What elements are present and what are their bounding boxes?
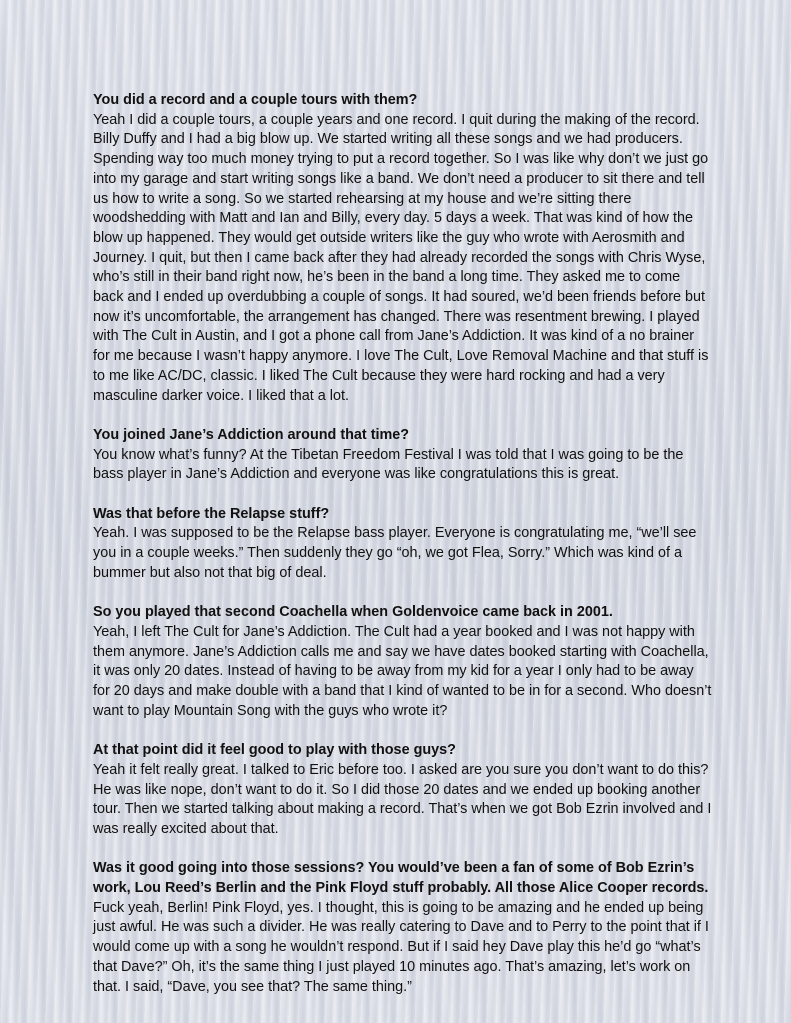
question: You joined Jane’s Addiction around that time?: [93, 426, 410, 443]
answer: Fuck yeah, Berlin! Pink Floyd, yes. I thought, this is going to be amazing and he ended up being just awful. He was such a divider. He was really catering to Dave and to Perry to the point that if I would come up with a song he wouldn’t respond. But if I said hey Dave play this he’d go “what’s that Dave?” Oh, it’s the same thing I just played 10 minutes ago. That’s amazing, let’s work on that. I said, “Dave, you see that? The same thing.”: [93, 899, 709, 995]
qa-block: [93, 741, 713, 840]
answer: Yeah. I was supposed to be the Relapse bass player. Everyone is congratulating me, “we’ll see you in a couple weeks.” Then suddenly they go “oh, we got Flea, Sorry.” Which was kind of a bummer but also not that big of deal.: [93, 525, 697, 581]
answer: Yeah it felt really great. I talked to Eric before too. I asked are you sure you don’t want to do this? He was like nope, don’t want to do it. So I did those 20 dates and we ended up booking another tour. Then we started talking about making a record. That’s when we got Bob Ezrin involved and I was really excited about that.: [93, 761, 712, 837]
question: Was that before the Relapse stuff?: [93, 505, 330, 522]
question: At that point did it feel good to play with those guys?: [93, 742, 456, 759]
answer: Yeah I did a couple tours, a couple years and one record. I quit during the making of the record. Billy Duffy and I had a big blow up. We started writing all these songs and we had producers. Spending way too much money trying to put a record together. So I was like why don’t we just go into my garage and start writing songs like a band. We don’t need a producer to sit there and tell us how to write a song. So we started rehearsing at my house and we’re sitting there woodshedding with Matt and Ian and Billy, every day. 5 days a week. That was kind of how the blow up happened. They would get outside writers like the guy who wrote with Aerosmith and Journey. I quit, but then I came back after they had already recorded the songs with Chris Wyse, who’s still in their band right now, he’s been in the band a long time. They asked me to come back and I ended up overdubbing a couple of songs. It had soured, we’d been friends before but now it’s uncomfortable, the arrangement has changed. There was resentment brewing. I played with The Cult in Austin, and I got a phone call from Jane’s Addiction. It was kind of a no brainer for me because I wasn’t happy anymore. I love The Cult, Love Removal Machine and that stuff is to me like AC/DC, classic. I liked The Cult because they were hard rocking and had a very masculine darker voice. I liked that a lot.: [93, 111, 709, 404]
qa-block: [93, 91, 713, 406]
qa-block: [93, 505, 713, 584]
qa-block: [93, 859, 713, 997]
interview-page: [93, 91, 713, 1017]
question: You did a record and a couple tours with them?: [93, 92, 418, 108]
question: So you played that second Coachella when Goldenvoice came back in 2001.: [93, 604, 613, 621]
qa-block: [93, 603, 713, 721]
answer: You know what’s funny? At the Tibetan Freedom Festival I was told that I was going to be the bass player in Jane’s Addiction and everyone was like congratulations this is great.: [93, 446, 684, 483]
question: Was it good going into those sessions? You would’ve been a fan of some of Bob Ezrin’s work, Lou Reed’s Berlin and the Pink Floyd stuff probably. All those Alice Cooper records.: [93, 860, 709, 897]
answer: Yeah, I left The Cult for Jane’s Addiction. The Cult had a year booked and I was not happy with them anymore. Jane’s Addiction calls me and say we have dates booked starting with Coachella, it was only 20 dates. Instead of having to be away from my kid for a year I only had to be away for 20 days and make double with a band that I kind of wanted to be in for a second. Who doesn’t want to play Mountain Song with the guys who wrote it?: [93, 623, 712, 719]
qa-block: [93, 426, 713, 485]
